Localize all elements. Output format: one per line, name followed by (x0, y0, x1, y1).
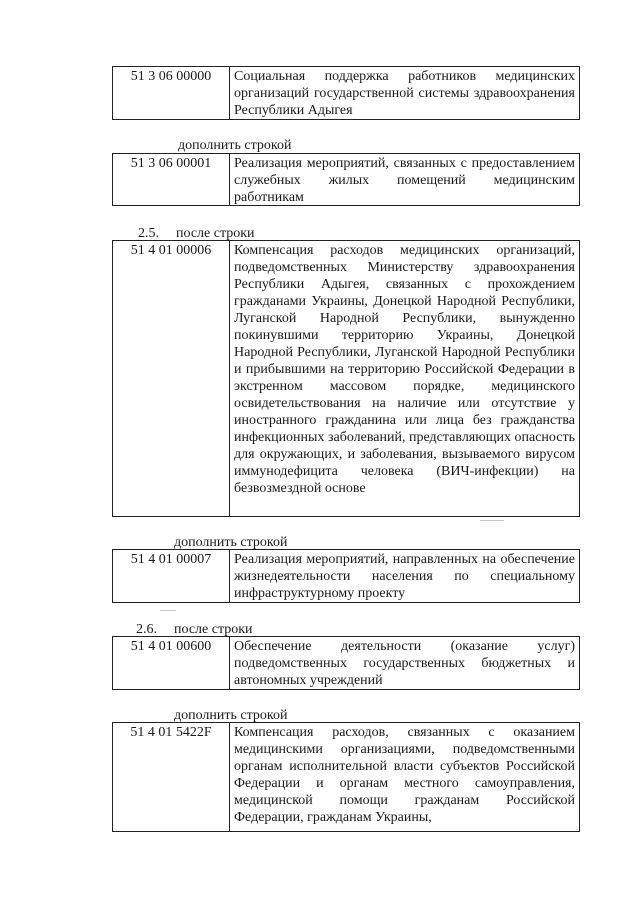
description-cell: Реализация мероприятий, связанных с предоставлением служебных жилых помещений медицинским работникам (234, 156, 575, 205)
table-row (112, 636, 580, 690)
budget-code-cell: 51 4 01 00007 (113, 550, 230, 602)
table-row (112, 722, 580, 832)
description-cell: Реализация мероприятий, направленных на обеспечение жизнедеятельности населения по специальному инфраструктурному проекту (234, 552, 575, 601)
scan-artifact (480, 520, 504, 521)
instruction-add-row-1: дополнить строкой (178, 138, 292, 153)
description-cell: Обеспечение деятельности (оказание услуг) подведомственных государственных бюджетных и автономных учреждений (234, 639, 575, 688)
table-row (112, 153, 580, 206)
clause-text: после строки (176, 226, 255, 241)
budget-code-cell: 51 4 01 00600 (113, 637, 230, 689)
description-cell: Социальная поддержка работников медицинских организаций государственной системы здравоохранения Республики Адыгея (234, 69, 575, 118)
scan-artifact (160, 610, 176, 611)
table-row (112, 240, 580, 517)
instruction-add-row-3: дополнить строкой (174, 708, 288, 723)
clause-text: после строки (174, 622, 253, 637)
table-row (112, 66, 580, 120)
clause-number: 2.6. (136, 622, 157, 637)
clause-number: 2.5. (138, 226, 159, 241)
table-row (112, 549, 580, 603)
instruction-add-row-2: дополнить строкой (174, 535, 288, 550)
budget-code-cell: 51 4 01 00006 (113, 241, 230, 516)
budget-code-cell: 51 4 01 5422F (113, 723, 230, 831)
description-cell: Компенсация расходов медицинских организаций, подведомственных Министерству здравоохранения Республики Адыгея, связанных с прохождением гражданами Украины, Донецкой Народной Республики, Луганской Народной Республики, вынужденно покинувшими территорию Украины, Донецкой Народной Республики, Луганской Народной Республики и прибывшими на территорию Российской Федерации в экстренном массовом порядке, медицинского освидетельствования на наличие или отсутствие у иностранного гражданина или лица без гражданства инфекционных заболеваний, представляющих опасность для окружающих, и заболевания, вызываемого вирусом иммунодефицита человека (ВИЧ-инфекции) на безвозмездной основе (234, 243, 575, 496)
budget-code-cell: 51 3 06 00001 (113, 154, 230, 205)
description-cell: Компенсация расходов, связанных с оказанием медицинскими организациями, подведомственными органам исполнительной власти субъектов Российской Федерации и органам местного самоуправления, медицинской помощи гражданам Российской Федерации, гражданам Украины, (234, 725, 575, 825)
budget-code-cell: 51 3 06 00000 (113, 67, 230, 119)
